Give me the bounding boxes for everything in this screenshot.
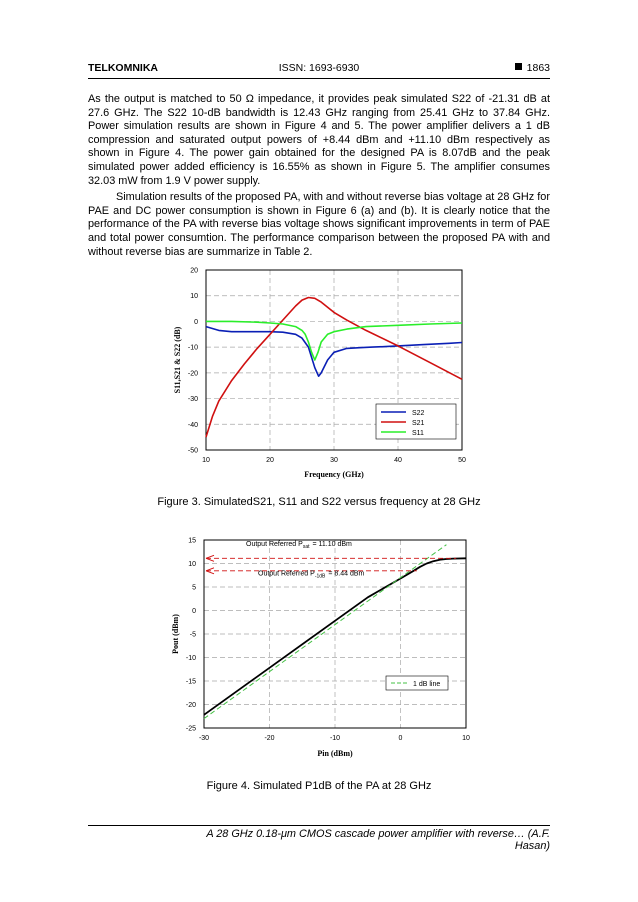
fig4-y-tick-label: -25	[185, 725, 196, 733]
fig4-annotation-sat-value: = 11.10 dBm	[312, 541, 352, 549]
fig3-legend-label: S22	[412, 410, 425, 417]
page-footer: A 28 GHz 0.18-μm CMOS cascade power amplifier with reverse… (A.F. Hasan)	[206, 828, 550, 852]
fig4-annotation-sat-sub: sat	[302, 544, 310, 551]
fig3-y-tick-label: -40	[187, 421, 198, 429]
fig3-legend	[376, 404, 456, 439]
fig4-annotation-p1db-main: Output Referred P	[258, 570, 315, 578]
fig3-x-tick-label: 20	[266, 457, 274, 464]
header-rule	[88, 78, 550, 79]
fig3-y-tick-label: -20	[187, 370, 198, 378]
fig4-y-tick-label: -10	[185, 655, 196, 662]
fig4-legend-label: 1 dB line	[413, 681, 441, 688]
fig3-y-tick-label: 10	[190, 293, 198, 301]
fig3-y-tick-label: 20	[190, 267, 198, 275]
body-text	[88, 93, 550, 259]
fig4-x-axis-label: Pin (dBm)	[317, 749, 353, 758]
fig3-x-tick-label: 30	[330, 457, 338, 464]
fig3-y-tick-label: -50	[187, 447, 198, 455]
fig4-x-tick-label: -20	[264, 735, 275, 742]
fig3-x-axis-label: Frequency (GHz)	[304, 470, 364, 479]
fig4-x-tick-label: 0	[398, 735, 403, 742]
fig4-y-tick-label: 5	[192, 584, 196, 592]
figure-3-caption: Figure 3. SimulatedS21, S11 and S22 versus frequency at 28 GHz	[157, 496, 481, 508]
issn: ISSN: 1693-6930	[278, 62, 360, 74]
fig4-annotation-sat-main: Output Referred P	[246, 541, 303, 549]
fig4-annotation-p1db-sub: -1dB	[314, 573, 326, 580]
fig4-y-tick-label: 0	[192, 608, 196, 615]
figure-4-caption: Figure 4. Simulated P1dB of the PA at 28 GHz	[206, 780, 432, 792]
fig3-x-tick-label: 40	[394, 457, 402, 464]
page-number-block	[515, 62, 550, 74]
fig3-y-tick-label: -30	[187, 396, 198, 404]
fig3-x-tick-label: 50	[458, 457, 466, 464]
fig4-y-tick-label: -15	[185, 678, 196, 686]
fig4-y-tick-label: 10	[188, 561, 196, 568]
fig4-x-tick-label: 10	[462, 735, 470, 742]
figure-4-chart	[160, 530, 480, 770]
fig3-legend-label: S21	[412, 420, 425, 427]
fig3-y-axis-label: S11,S21 & S22 (dB)	[173, 326, 182, 394]
fig4-x-tick-label: -10	[329, 735, 341, 742]
paragraph-2: Simulation results of the proposed PA, with and without reverse bias voltage at 28 GHz for PAE and DC power consumption is shown in Figure 6 (a) and (b). It is clearly notice that the performance of the PA with reverse bias voltage shows significant improvements in term of PAE and total power consumtion. The performance comparison between the proposed PA with and without reverse bias are summarize in Table 2.	[88, 191, 550, 258]
fig4-annotation-p1db-value: = 8.44 dBm	[328, 570, 365, 578]
fig4-legend	[386, 676, 448, 690]
paragraph-1: As the output is matched to 50 Ω impedance, it provides peak simulated S22 of -21.31 dB at 27.6 GHz. The S22 10-dB bandwidth is 12.43 GHz ranging from 25.41 GHz to 37.84 GHz. Power simulation results are shown in Figure 4 and 5. The power amplifier delivers a 1 dB compression and saturated output powers of +8.44 dBm and +11.10 dBm respectively as shown in Figure 4. The power gain obtained for the designed PA is 8.07dB and the peak simulated power added efficiency is 16.55% as shown in Figure 5. The amplifier consumes 32.03 mW from 1.9 V power supply.	[88, 93, 550, 187]
fig3-y-tick-label: -10	[187, 344, 198, 352]
page-header	[88, 62, 550, 76]
fig3-legend-label: S11	[412, 430, 424, 437]
fig3-x-tick-label: 10	[202, 457, 210, 464]
fig3-y-tick-label: 0	[194, 318, 198, 326]
fig4-annotation-p1db	[258, 571, 365, 580]
fig4-y-tick-label: -20	[185, 702, 196, 709]
fig4-x-tick-label: -30	[198, 735, 210, 742]
fig4-annotation-sat	[246, 541, 352, 550]
page-number: 1863	[526, 62, 550, 74]
figure-3-chart	[160, 262, 480, 484]
fig4-y-tick-label: -5	[189, 631, 196, 639]
journal-name: TELKOMNIKA	[88, 62, 158, 74]
square-bullet-icon	[515, 63, 522, 70]
footer-rule	[88, 825, 550, 826]
fig4-y-tick-label: 15	[188, 537, 196, 545]
fig4-y-axis-label: Pout (dBm)	[171, 614, 180, 654]
